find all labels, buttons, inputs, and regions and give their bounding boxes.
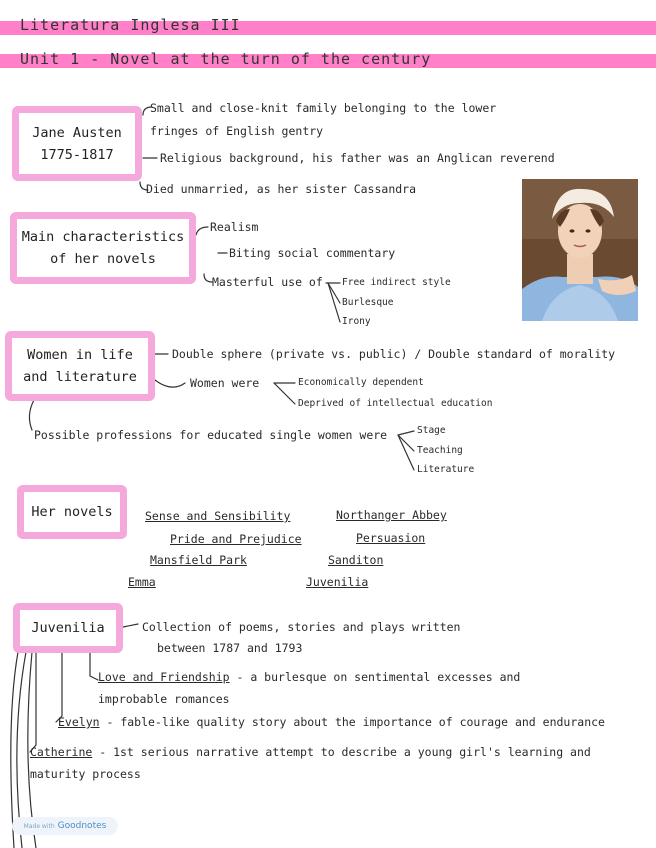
profession-teaching: Teaching	[417, 445, 463, 456]
badge-name: Goodnotes	[57, 821, 107, 831]
jane-austen-portrait	[522, 179, 638, 321]
characteristics-title-line1: Main characteristics	[21, 229, 185, 245]
austen-point-unmarried: Died unmarried, as her sister Cassandra	[146, 182, 417, 196]
profession-stage: Stage	[417, 425, 446, 436]
goodnotes-badge[interactable]	[12, 817, 118, 835]
evelyn-title: Evelyn	[58, 715, 100, 729]
juvenilia-description-2: between 1787 and 1793	[157, 641, 303, 655]
novel-persuasion: Persuasion	[356, 531, 426, 545]
women-box	[5, 331, 155, 401]
women-title-line2: and literature	[23, 369, 137, 385]
technique-free-indirect: Free indirect style	[342, 277, 451, 288]
women-title-line1: Women in life	[27, 347, 133, 363]
women-double-sphere: Double sphere (private vs. public) / Double standard of morality	[172, 347, 616, 361]
author-name: Jane Austen	[32, 124, 122, 141]
catherine-title: Catherine	[30, 745, 93, 759]
austen-point-family-1: Small and close-knit family belonging to the lower	[150, 101, 497, 115]
characteristic-realism: Realism	[210, 220, 259, 234]
catherine-desc-2: maturity process	[30, 767, 141, 781]
women-possible-professions: Possible professions for educated single women were	[34, 428, 388, 442]
characteristics-box	[10, 212, 196, 284]
evelyn-desc: - fable-like quality story about the importance of courage and endurance	[99, 715, 605, 729]
women-deprived-education: Deprived of intellectual education	[298, 398, 493, 409]
author-years: 1775-1817	[40, 146, 114, 163]
novel-sanditon: Sanditon	[328, 553, 384, 567]
juvenilia-evelyn	[58, 715, 605, 729]
novels-title: Her novels	[31, 504, 113, 520]
juvenilia-catherine	[30, 745, 591, 759]
juvenilia-description-1: Collection of poems, stories and plays written	[142, 620, 461, 634]
characteristic-biting-commentary: Biting social commentary	[229, 246, 396, 260]
austen-point-religion: Religious background, his father was an Anglican reverend	[160, 151, 555, 165]
love-and-friendship-desc-2: improbable romances	[98, 692, 230, 706]
characteristics-title-line2: of her novels	[50, 251, 156, 267]
novel-sense-and-sensibility: Sense and Sensibility	[145, 509, 291, 523]
unit-title: Unit 1 - Novel at the turn of the century	[20, 50, 432, 68]
technique-irony: Irony	[342, 316, 371, 327]
catherine-desc: - 1st serious narrative attempt to describe a young girl's learning and	[92, 745, 591, 759]
novel-emma: Emma	[128, 575, 156, 589]
novels-box	[17, 485, 127, 539]
novel-mansfield-park: Mansfield Park	[150, 553, 247, 567]
love-and-friendship-title: Love and Friendship	[98, 670, 230, 684]
jane-austen-box	[12, 106, 142, 181]
characteristic-masterful-use: Masterful use of	[212, 275, 323, 289]
page-title: Literatura Inglesa III	[20, 16, 241, 34]
technique-burlesque: Burlesque	[342, 297, 394, 308]
novel-pride-and-prejudice: Pride and Prejudice	[170, 532, 302, 546]
juvenilia-title: Juvenilia	[31, 620, 105, 636]
austen-point-family-2: fringes of English gentry	[150, 124, 324, 138]
juvenilia-love-and-friendship	[98, 670, 520, 684]
novel-northanger-abbey: Northanger Abbey	[336, 508, 447, 522]
profession-literature: Literature	[417, 464, 475, 475]
novel-juvenilia: Juvenilia	[306, 575, 369, 589]
love-and-friendship-desc: - a burlesque on sentimental excesses and	[229, 670, 521, 684]
juvenilia-box	[13, 603, 123, 653]
women-were: Women were	[190, 376, 260, 390]
badge-prefix: Made with	[23, 822, 55, 830]
women-economically-dependent: Economically dependent	[298, 377, 424, 388]
